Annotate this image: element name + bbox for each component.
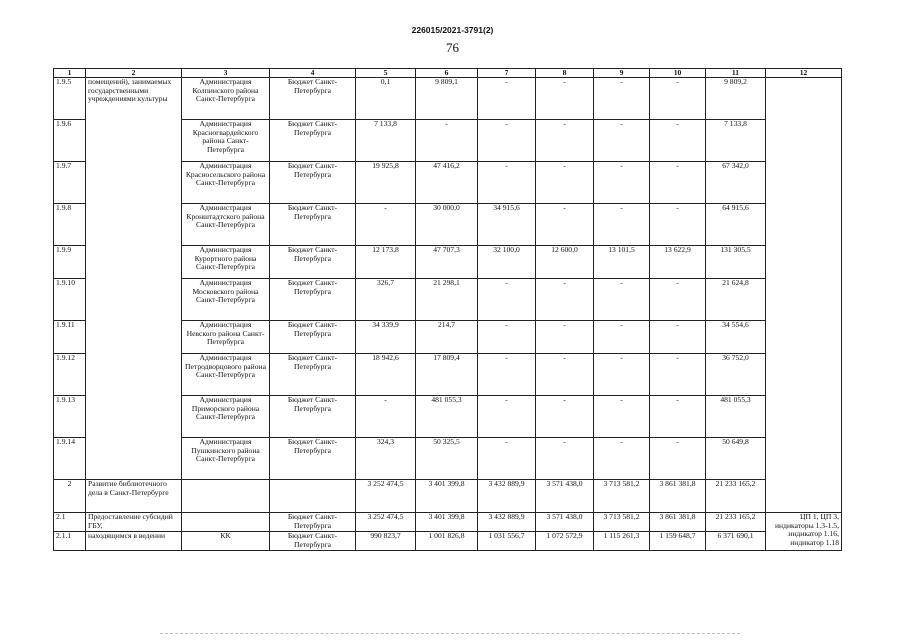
value-cell: -: [594, 279, 650, 321]
administrator-cell: Администрация Приморского района Санкт-Петербурга: [182, 396, 270, 438]
value-cell: 214,7: [416, 321, 478, 354]
value-cell: -: [478, 321, 536, 354]
value-cell: 1 031 556,7: [478, 532, 536, 551]
value-cell: 50 325,5: [416, 438, 478, 480]
value-cell: -: [536, 120, 594, 162]
value-cell: 3 401 399,8: [416, 480, 478, 513]
value-cell: 3 571 438,0: [536, 480, 594, 513]
value-cell: 34 339,9: [356, 321, 416, 354]
table-row: [54, 78, 842, 120]
row-number: 1.9.6: [54, 120, 86, 162]
value-cell: 324,3: [356, 438, 416, 480]
value-cell: -: [536, 78, 594, 120]
col-header: 1: [54, 69, 86, 78]
value-cell: -: [536, 162, 594, 204]
value-cell: 481 055,3: [416, 396, 478, 438]
value-cell: -: [356, 204, 416, 246]
col-header: 4: [270, 69, 356, 78]
value-cell: 3 713 581,2: [594, 480, 650, 513]
page-bottom-divider: [160, 633, 740, 636]
description-cell: находящимся в ведении: [86, 532, 182, 551]
value-cell: -: [478, 279, 536, 321]
row-number: 1.9.13: [54, 396, 86, 438]
description-cell: Развитие библиотечного дела в Санкт-Петербурге: [86, 480, 182, 513]
administrator-cell: [182, 513, 270, 532]
value-cell: -: [478, 78, 536, 120]
col-header: 5: [356, 69, 416, 78]
value-cell: 17 809,4: [416, 354, 478, 396]
value-cell: 18 942,6: [356, 354, 416, 396]
value-cell: -: [416, 120, 478, 162]
total-cell: 50 649,8: [706, 438, 766, 480]
value-cell: 326,7: [356, 279, 416, 321]
funding-source: Бюджет Санкт-Петербурга: [270, 438, 356, 480]
funding-source: [270, 480, 356, 513]
col-header: 8: [536, 69, 594, 78]
value-cell: -: [650, 279, 706, 321]
description-cell: Предоставление субсидий ГБУ,: [86, 513, 182, 532]
value-cell: 0,1: [356, 78, 416, 120]
value-cell: 3 861 381,8: [650, 513, 706, 532]
value-cell: -: [594, 396, 650, 438]
funding-source: Бюджет Санкт-Петербурга: [270, 204, 356, 246]
value-cell: -: [650, 120, 706, 162]
funding-source: Бюджет Санкт-Петербурга: [270, 354, 356, 396]
value-cell: -: [478, 162, 536, 204]
total-cell: 131 305,5: [706, 246, 766, 279]
row-number: 1.9.10: [54, 279, 86, 321]
row-number: 2: [54, 480, 86, 513]
value-cell: -: [594, 78, 650, 120]
value-cell: -: [594, 120, 650, 162]
page-number: 76: [446, 40, 459, 55]
funding-source: Бюджет Санкт-Петербурга: [270, 120, 356, 162]
administrator-cell: Администрация Колпинского района Санкт-Петербурга: [182, 78, 270, 120]
value-cell: -: [650, 438, 706, 480]
value-cell: -: [536, 396, 594, 438]
total-cell: 9 809,2: [706, 78, 766, 120]
administrator-cell: Администрация Красногвардейского района Санкт-Петербурга: [182, 120, 270, 162]
value-cell: -: [594, 162, 650, 204]
value-cell: 12 173,8: [356, 246, 416, 279]
value-cell: -: [650, 354, 706, 396]
funding-source: Бюджет Санкт-Петербурга: [270, 532, 356, 551]
value-cell: 47 416,2: [416, 162, 478, 204]
value-cell: 30 000,0: [416, 204, 478, 246]
funding-source: Бюджет Санкт-Петербурга: [270, 513, 356, 532]
total-cell: 6 371 690,1: [706, 532, 766, 551]
row-number: 1.9.14: [54, 438, 86, 480]
value-cell: -: [536, 279, 594, 321]
funding-source: Бюджет Санкт-Петербурга: [270, 246, 356, 279]
value-cell: -: [536, 321, 594, 354]
funding-source: Бюджет Санкт-Петербурга: [270, 279, 356, 321]
total-cell: 21 624,8: [706, 279, 766, 321]
value-cell: 3 713 581,2: [594, 513, 650, 532]
row-number: 1.9.8: [54, 204, 86, 246]
funding-source: Бюджет Санкт-Петербурга: [270, 321, 356, 354]
value-cell: 3 252 474,5: [356, 480, 416, 513]
value-cell: -: [594, 354, 650, 396]
administrator-cell: Администрация Курортного района Санкт-Петербурга: [182, 246, 270, 279]
value-cell: 3 861 381,8: [650, 480, 706, 513]
total-cell: 481 055,3: [706, 396, 766, 438]
funding-source: Бюджет Санкт-Петербурга: [270, 396, 356, 438]
funding-source: Бюджет Санкт-Петербурга: [270, 162, 356, 204]
value-cell: 3 252 474,5: [356, 513, 416, 532]
funding-source: Бюджет Санкт-Петербурга: [270, 78, 356, 120]
value-cell: -: [478, 354, 536, 396]
value-cell: 7 133,8: [356, 120, 416, 162]
value-cell: -: [650, 78, 706, 120]
administrator-cell: Администрация Петродворцового района Санкт-Петербурга: [182, 354, 270, 396]
row-number: 1.9.11: [54, 321, 86, 354]
value-cell: 990 823,7: [356, 532, 416, 551]
administrator-cell: КК: [182, 532, 270, 551]
administrator-cell: Администрация Пушкинского района Санкт-Петербурга: [182, 438, 270, 480]
value-cell: 32 100,0: [478, 246, 536, 279]
row-number: 1.9.9: [54, 246, 86, 279]
value-cell: -: [478, 438, 536, 480]
value-cell: 1 072 572,9: [536, 532, 594, 551]
col-header: 6: [416, 69, 478, 78]
row-number: 2.1: [54, 513, 86, 532]
value-cell: 3 432 889,9: [478, 480, 536, 513]
total-cell: 67 342,0: [706, 162, 766, 204]
row-number: 2.1.1: [54, 532, 86, 551]
col-header: 10: [650, 69, 706, 78]
value-cell: 3 401 399,8: [416, 513, 478, 532]
value-cell: 9 809,1: [416, 78, 478, 120]
header-row: [54, 69, 842, 78]
total-cell: 7 133,8: [706, 120, 766, 162]
col-header: 3: [182, 69, 270, 78]
value-cell: 12 600,0: [536, 246, 594, 279]
value-cell: 1 159 648,7: [650, 532, 706, 551]
value-cell: 3 571 438,0: [536, 513, 594, 532]
value-cell: -: [594, 204, 650, 246]
total-cell: 36 752,0: [706, 354, 766, 396]
value-cell: -: [650, 396, 706, 438]
value-cell: 1 001 826,8: [416, 532, 478, 551]
indicator-cell: ЦП 1, ЦП 3, индикаторы 1.3-1.5, индикатор 1.16, индикатор 1.18: [766, 513, 842, 551]
value-cell: 3 432 889,9: [478, 513, 536, 532]
col-header: 11: [706, 69, 766, 78]
table-row: [54, 513, 842, 532]
total-cell: 21 233 165,2: [706, 480, 766, 513]
value-cell: -: [478, 396, 536, 438]
value-cell: -: [356, 396, 416, 438]
col-header: 12: [766, 69, 842, 78]
administrator-cell: Администрация Красносельского района Санкт-Петербурга: [182, 162, 270, 204]
value-cell: -: [594, 438, 650, 480]
total-cell: 21 233 165,2: [706, 513, 766, 532]
value-cell: 21 298,1: [416, 279, 478, 321]
budget-table: [53, 68, 842, 551]
value-cell: -: [478, 120, 536, 162]
value-cell: -: [536, 354, 594, 396]
value-cell: -: [650, 162, 706, 204]
value-cell: 1 115 261,3: [594, 532, 650, 551]
row-number: 1.9.7: [54, 162, 86, 204]
administrator-cell: [182, 480, 270, 513]
table-row: [54, 480, 842, 513]
total-cell: 64 915,6: [706, 204, 766, 246]
col-header: 2: [86, 69, 182, 78]
administrator-cell: Администрация Невского района Санкт-Петербурга: [182, 321, 270, 354]
value-cell: 13 101,5: [594, 246, 650, 279]
table-row: [54, 532, 842, 551]
row-number: 1.9.12: [54, 354, 86, 396]
indicator-cell: [766, 78, 842, 513]
value-cell: -: [536, 204, 594, 246]
value-cell: 34 915,6: [478, 204, 536, 246]
merged-description: помещений), занимаемых государственными учреждениями культуры: [86, 78, 182, 480]
document-registration-number: 226015/2021-3791(2): [411, 25, 494, 35]
col-header: 9: [594, 69, 650, 78]
row-number: 1.9.5: [54, 78, 86, 120]
administrator-cell: Администрация Московского района Санкт-Петербурга: [182, 279, 270, 321]
value-cell: -: [650, 204, 706, 246]
value-cell: 47 707,3: [416, 246, 478, 279]
value-cell: 19 925,8: [356, 162, 416, 204]
col-header: 7: [478, 69, 536, 78]
total-cell: 34 554,6: [706, 321, 766, 354]
value-cell: 13 622,9: [650, 246, 706, 279]
value-cell: -: [536, 438, 594, 480]
administrator-cell: Администрация Кронштадтского района Санкт-Петербурга: [182, 204, 270, 246]
value-cell: -: [650, 321, 706, 354]
value-cell: -: [594, 321, 650, 354]
